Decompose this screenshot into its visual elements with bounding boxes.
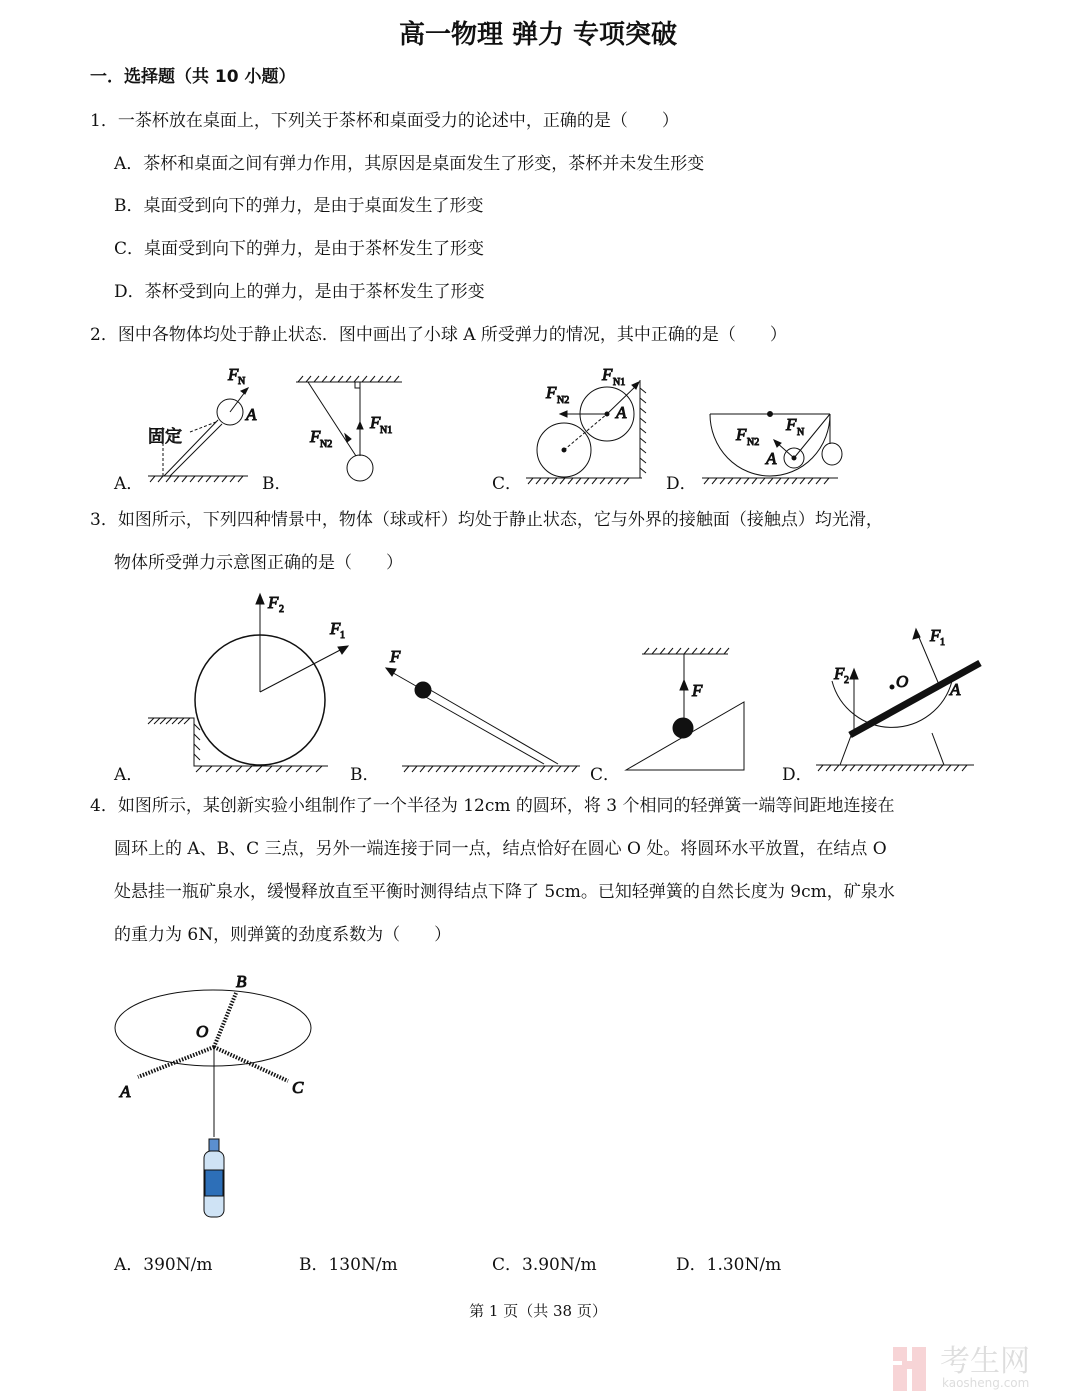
q4-option-a: A．390N/m <box>114 1255 213 1275</box>
svg-text:F: F <box>310 427 321 446</box>
q2-fig-d-label: D． <box>666 474 697 494</box>
q1-option-d: D．茶杯受到向上的弹力，是由于茶杯发生了形变 <box>114 282 485 302</box>
svg-text:1: 1 <box>940 637 945 648</box>
svg-text:F: F <box>602 365 613 384</box>
q4-stem-line4: 的重力为 6N，则弹簧的劲度系数为（ ） <box>114 925 452 945</box>
q3-fig-a-label: A． <box>114 765 144 785</box>
section-heading: 一．选择题（共 10 小题） <box>90 67 296 87</box>
page-title: 高一物理 弹力 专项突破 <box>398 20 678 50</box>
q3-fig-b-label: B． <box>350 765 380 785</box>
point-o-label: O <box>196 1022 209 1041</box>
q4-stem-line2: 圆环上的 A、B、C 三点，另外一端连接于同一点，结点恰好在圆心 O 处。将圆环水平放置，在结点 O <box>114 839 887 859</box>
svg-text:N1: N1 <box>613 377 626 388</box>
point-b-label: B <box>236 972 247 991</box>
svg-text:F: F <box>370 413 381 432</box>
svg-text:A: A <box>766 449 777 468</box>
svg-text:1: 1 <box>340 630 345 641</box>
q2-stem: 2．图中各物体均处于静止状态．图中画出了小球 A 所受弹力的情况，其中正确的是（ ） <box>90 325 787 345</box>
svg-text:N: N <box>238 376 246 387</box>
q1-option-b: B．桌面受到向下的弹力，是由于桌面发生了形变 <box>114 196 484 216</box>
svg-text:F: F <box>692 681 703 700</box>
q4-option-b: B．130N/m <box>299 1255 398 1275</box>
svg-text:F: F <box>834 664 845 683</box>
q1-stem: 1．一茶杯放在桌面上，下列关于茶杯和桌面受力的论述中，正确的是（ ） <box>90 111 679 131</box>
q1-option-c: C．桌面受到向下的弹力，是由于茶杯发生了形变 <box>114 239 485 259</box>
q2-figure-d <box>696 400 846 485</box>
svg-text:A: A <box>616 403 627 422</box>
q4-stem-line3: 处悬挂一瓶矿泉水，缓慢释放直至平衡时测得结点下降了 5cm。已知轻弹簧的自然长度为 9cm，矿泉水 <box>114 882 895 902</box>
q4-option-d: D．1.30N/m <box>676 1255 782 1275</box>
q1-option-a: A．茶杯和桌面之间有弹力作用，其原因是桌面发生了形变，茶杯并未发生形变 <box>114 154 705 174</box>
point-c-label: C <box>292 1078 304 1097</box>
ball-label: A <box>246 405 257 424</box>
svg-text:2: 2 <box>844 675 849 686</box>
q2-fig-c-label: C． <box>492 474 523 494</box>
q3-figure-a <box>140 590 345 775</box>
q2-fig-a-label: A． <box>114 474 144 494</box>
svg-text:A: A <box>950 680 961 699</box>
svg-text:N: N <box>797 427 805 438</box>
svg-text:F: F <box>330 619 341 638</box>
q3-fig-d-label: D． <box>782 765 813 785</box>
svg-text:2: 2 <box>279 604 284 615</box>
page-footer: 第 1 页（共 38 页） <box>469 1302 607 1320</box>
svg-text:F: F <box>390 647 401 666</box>
q2-figure-a <box>140 360 260 485</box>
svg-text:考生网: 考生网 <box>940 1344 1030 1379</box>
svg-text:N2: N2 <box>557 395 570 406</box>
force-label: F <box>228 365 239 384</box>
q3-stem-line1: 3．如图所示，下列四种情景中，物体（球或杆）均处于静止状态，它与外界的接触面（接触点）均光滑， <box>90 510 883 530</box>
svg-text:N2: N2 <box>747 437 760 448</box>
svg-text:F: F <box>786 415 797 434</box>
q3-figure-b <box>380 640 590 775</box>
svg-text:F: F <box>736 425 747 444</box>
svg-text:F: F <box>930 626 941 645</box>
svg-text:N2: N2 <box>320 439 333 450</box>
fixed-label: 固定 <box>148 427 182 446</box>
watermark-logo <box>890 1333 1070 1392</box>
q2-figure-b <box>290 370 410 485</box>
q3-stem-line2: 物体所受弹力示意图正确的是（ ） <box>114 553 403 573</box>
svg-text:N1: N1 <box>380 425 393 436</box>
svg-text:F: F <box>268 593 279 612</box>
point-a-label: A <box>120 1082 131 1101</box>
svg-text:kaosheng.com: kaosheng.com <box>942 1376 1030 1390</box>
q4-stem-line1: 4．如图所示，某创新实验小组制作了一个半径为 12cm 的圆环，将 3 个相同的轻弹簧一端等间距地连接在 <box>90 796 895 816</box>
q2-fig-b-label: B． <box>262 474 292 494</box>
q3-fig-c-label: C． <box>590 765 621 785</box>
svg-text:O: O <box>896 672 909 691</box>
q4-option-c: C．3.90N/m <box>492 1255 597 1275</box>
q3-figure-c <box>620 640 750 775</box>
q4-figure-ring-springs <box>110 965 320 1230</box>
q3-figure-d <box>810 615 990 775</box>
svg-text:F: F <box>546 383 557 402</box>
q2-figure-c <box>520 360 650 485</box>
